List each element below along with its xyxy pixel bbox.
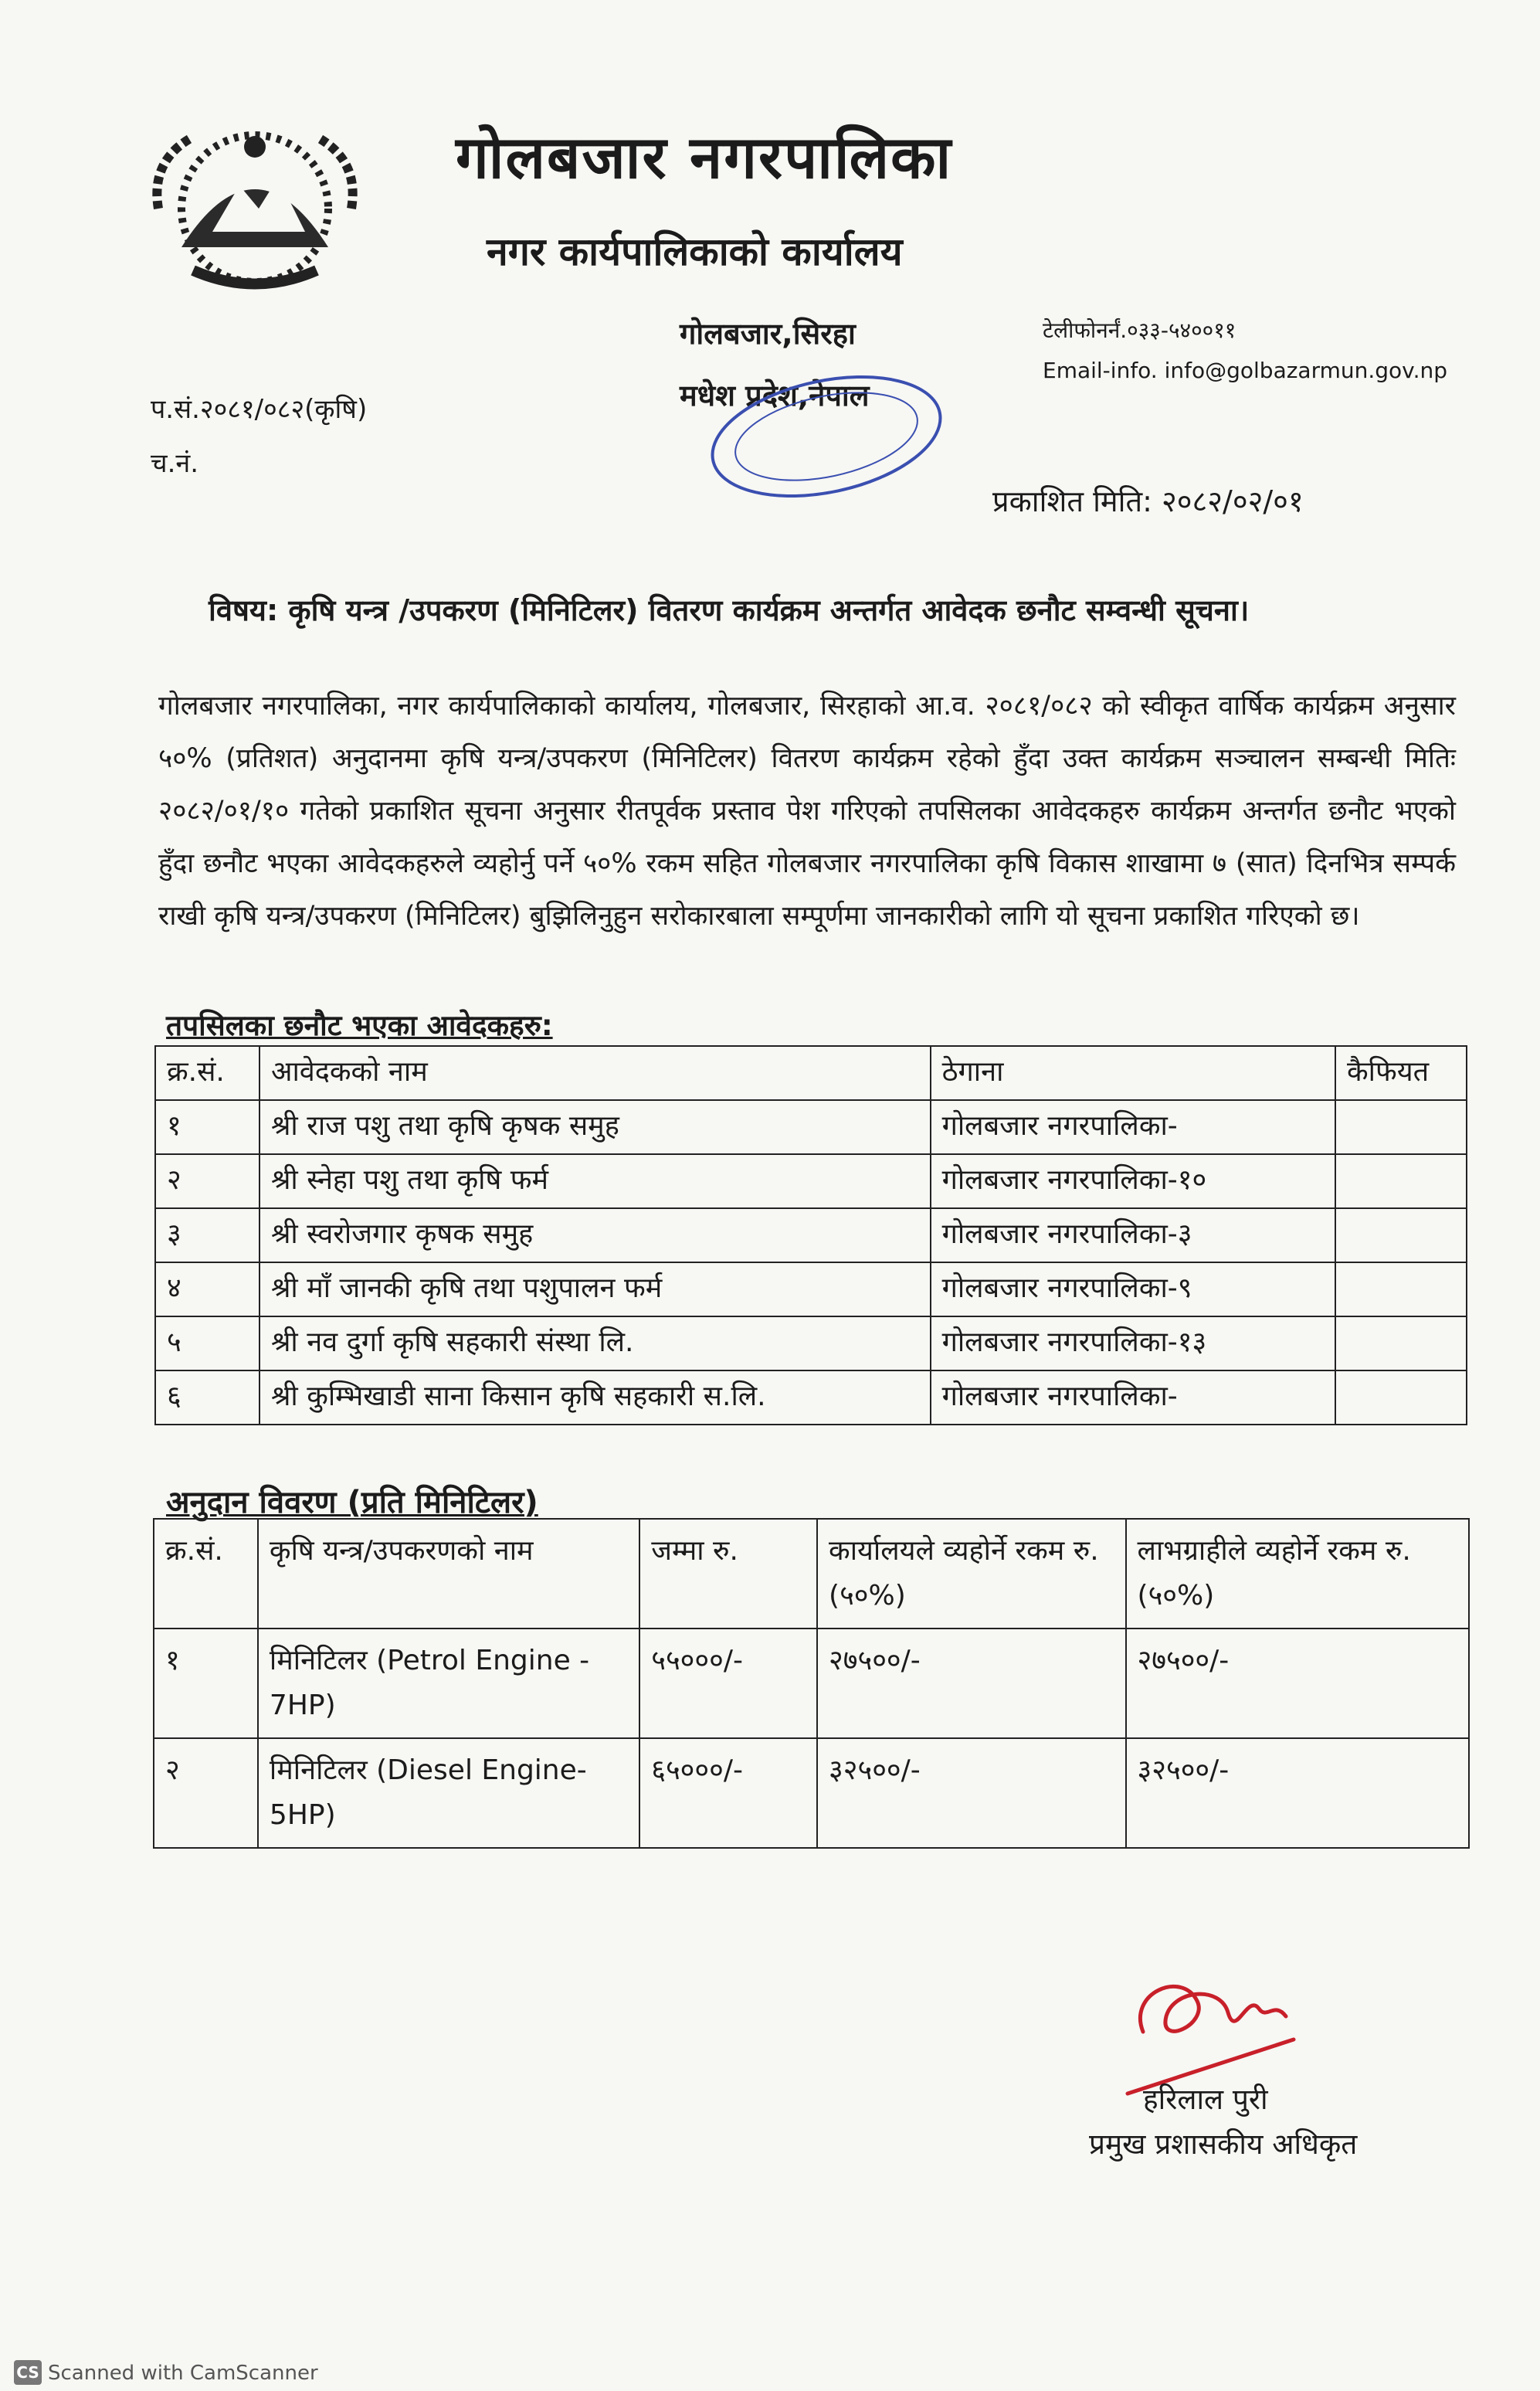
applicant-name-cell: श्री कुम्भिखाडी साना किसान कृषि सहकारी स.लि.: [259, 1370, 931, 1425]
serial-cell: २: [154, 1738, 258, 1848]
remarks-cell: [1335, 1370, 1467, 1425]
remarks-cell: [1335, 1316, 1467, 1370]
serial-cell: १: [155, 1100, 259, 1154]
serial-cell: ४: [155, 1262, 259, 1316]
table-row: [155, 1262, 1467, 1316]
table-row: [155, 1100, 1467, 1154]
column-header: क्र.सं.: [155, 1046, 259, 1100]
remarks-cell: [1335, 1262, 1467, 1316]
column-header: ठेगाना: [931, 1046, 1335, 1100]
column-header: आवेदकको नाम: [259, 1046, 931, 1100]
office-share-cell: २७५००/-: [817, 1629, 1126, 1738]
table-row: [154, 1629, 1469, 1738]
telephone-number: टेलीफोनर्नं.०३३-५४००११: [1043, 318, 1236, 343]
column-header: जम्मा रु.: [639, 1519, 817, 1629]
equipment-name-cell: मिनिटिलर (Diesel Engine- 5HP): [258, 1738, 639, 1848]
address-cell: गोलबजार नगरपालिका-१३: [931, 1316, 1335, 1370]
remarks-cell: [1335, 1208, 1467, 1262]
applicant-name-cell: श्री राज पशु तथा कृषि कृषक समुह: [259, 1100, 931, 1154]
notice-body: गोलबजार नगरपालिका, नगर कार्यपालिकाको कार्यालय, गोलबजार, सिरहाको आ.व. २०८१/०८२ को स्वीकृत वार्षिक कार्यक्रम अनुसार ५०% (प्रतिशत) अनुदानमा कृषि यन्त्र/उपकरण (मिनिटिलर) वितरण कार्यक्रम रहेको हुँदा उक्त कार्यक्रम सञ्चालन सम्बन्धी मितिः २०८२/०१/१० गतेको प्रकाशित सूचना अनुसार रीतपूर्वक प्रस्ताव पेश गरिएको तपसिलका आवेदकहरु कार्यक्रम अन्तर्गत छनौट भएको हुँदा छनौट भएका आवेदकहरुले व्यहोर्नु पर्ने ५०% रकम सहित गोलबजार नगरपालिका कृषि विकास शाखामा ७ (सात) दिनभित्र सम्पर्क राखी कृषि यन्त्र/उपकरण (मिनिटिलर) बुझिलिनुहुन सरोकारबाला सम्पूर्णमा जानकारीको लागि यो सूचना प्रकाशित गरिएको छ।: [158, 691, 1456, 932]
address-cell: गोलबजार नगरपालिका-३: [931, 1208, 1335, 1262]
serial-cell: १: [154, 1629, 258, 1738]
signatory-name: हरिलाल पुरी: [1143, 2083, 1268, 2116]
signatory-title: प्रमुख प्रशासकीय अधिकृत: [1089, 2128, 1358, 2161]
address-cell: गोलबजार नगरपालिका-९: [931, 1262, 1335, 1316]
remarks-cell: [1335, 1100, 1467, 1154]
beneficiary-share-cell: २७५००/-: [1126, 1629, 1469, 1738]
serial-cell: २: [155, 1154, 259, 1208]
address-cell: गोलबजार नगरपालिका-१०: [931, 1154, 1335, 1208]
reference-number: प.सं.२०८१/०८२(कृषि): [151, 394, 368, 425]
total-amount-cell: ६५०००/-: [639, 1738, 817, 1848]
scanner-watermark: Scanned with CamScanner: [48, 2362, 318, 2385]
applicant-name-cell: श्री स्नेहा पशु तथा कृषि फर्म: [259, 1154, 931, 1208]
table-header-row: [154, 1519, 1469, 1629]
serial-cell: ५: [155, 1316, 259, 1370]
address-cell: गोलबजार नगरपालिका-: [931, 1100, 1335, 1154]
column-header: कृषि यन्त्र/उपकरणको नाम: [258, 1519, 639, 1629]
nepal-emblem-icon: [135, 116, 375, 301]
office-subtitle: नगर कार्यपालिकाको कार्यालय: [487, 229, 903, 274]
applicant-name-cell: श्री स्वरोजगार कृषक समुह: [259, 1208, 931, 1262]
address-line-2: मधेश प्रदेश,नेपाल: [680, 379, 870, 413]
beneficiary-share-cell: ३२५००/-: [1126, 1738, 1469, 1848]
column-header: क्र.सं.: [154, 1519, 258, 1629]
grant-table: [153, 1518, 1470, 1849]
total-amount-cell: ५५०००/-: [639, 1629, 817, 1738]
published-date: प्रकाशित मिति: २०८२/०२/०१: [992, 484, 1304, 518]
serial-cell: ६: [155, 1370, 259, 1425]
notice-subject: विषय: कृषि यन्त्र /उपकरण (मिनिटिलर) वितरण कार्यक्रम अन्तर्गत आवेदक छनौट सम्वन्धी सूचना।: [209, 593, 1250, 627]
table-row: [155, 1316, 1467, 1370]
table-header-row: [155, 1046, 1467, 1100]
table-row: [155, 1208, 1467, 1262]
applicant-name-cell: श्री माँ जानकी कृषि तथा पशुपालन फर्म: [259, 1262, 931, 1316]
applicants-heading: तपसिलका छनौट भएका आवेदकहरु:: [166, 1009, 553, 1042]
column-header: लाभग्राहीले व्यहोर्ने रकम रु. (५०%): [1126, 1519, 1469, 1629]
address-cell: गोलबजार नगरपालिका-: [931, 1370, 1335, 1425]
applicant-name-cell: श्री नव दुर्गा कृषि सहकारी संस्था लि.: [259, 1316, 931, 1370]
table-row: [155, 1370, 1467, 1425]
equipment-name-cell: मिनिटिलर (Petrol Engine - 7HP): [258, 1629, 639, 1738]
camscanner-icon: CS: [14, 2360, 42, 2385]
applicants-table: [154, 1045, 1467, 1425]
grant-heading: अनुदान विवरण (प्रति मिनिटिलर): [166, 1485, 538, 1520]
column-header: कार्यालयले व्यहोर्ने रकम रु.(५०%): [817, 1519, 1126, 1629]
table-row: [155, 1154, 1467, 1208]
column-header: कैफियत: [1335, 1046, 1467, 1100]
dispatch-number: च.नं.: [151, 448, 199, 479]
serial-cell: ३: [155, 1208, 259, 1262]
office-share-cell: ३२५००/-: [817, 1738, 1126, 1848]
remarks-cell: [1335, 1154, 1467, 1208]
address-line-1: गोलबजार,सिरहा: [680, 317, 856, 351]
email-address: Email-info. info@golbazarmun.gov.np: [1043, 358, 1448, 383]
table-row: [154, 1738, 1469, 1848]
office-title: गोलबजार नगरपालिका: [456, 123, 953, 192]
office-stamp-icon: [695, 363, 958, 510]
